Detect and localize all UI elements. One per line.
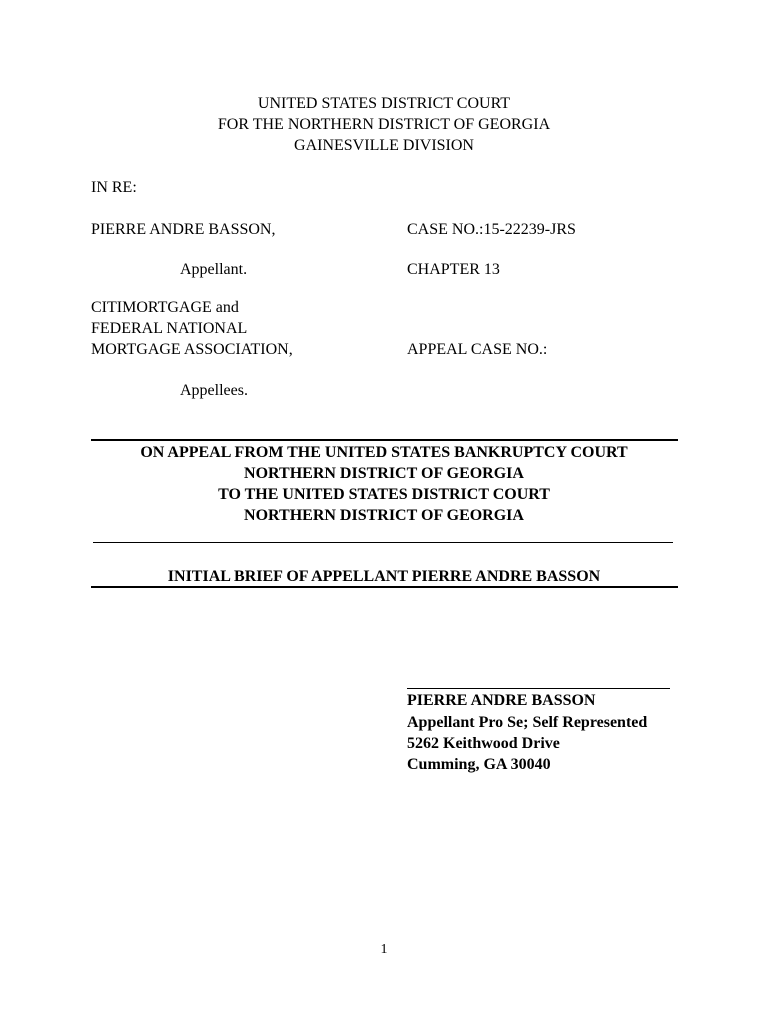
appeal-heading-line-1: ON APPEAL FROM THE UNITED STATES BANKRUPTCY COURT — [140, 444, 628, 461]
page-number: 1 — [380, 942, 388, 957]
appellant-name: PIERRE ANDRE BASSON, — [91, 221, 276, 238]
appellees-line-3: MORTGAGE ASSOCIATION, — [91, 341, 293, 358]
appeal-heading-line-3: TO THE UNITED STATES DISTRICT COURT — [218, 486, 550, 503]
appeal-heading-line-2: NORTHERN DISTRICT OF GEORGIA — [244, 465, 524, 482]
appellees-line-1: CITIMORTGAGE and — [91, 299, 239, 316]
appeal-heading-line-4: NORTHERN DISTRICT OF GEORGIA — [244, 507, 524, 524]
brief-title-rule — [91, 586, 678, 588]
signer-capacity: Appellant Pro Se; Self Represented — [407, 714, 648, 731]
appellant-role: Appellant. — [180, 261, 248, 278]
signature-line — [407, 688, 670, 689]
in-re-label: IN RE: — [91, 179, 137, 196]
chapter: CHAPTER 13 — [407, 261, 500, 278]
appeal-case-number: APPEAL CASE NO.: — [407, 341, 548, 358]
appellees-line-2: FEDERAL NATIONAL — [91, 320, 248, 337]
brief-title: INITIAL BRIEF OF APPELLANT PIERRE ANDRE BASSON — [167, 568, 601, 585]
appeal-top-rule — [91, 439, 678, 441]
signer-address-line-2: Cumming, GA 30040 — [407, 756, 551, 773]
court-division: GAINESVILLE DIVISION — [294, 137, 474, 154]
signer-address-line-1: 5262 Keithwood Drive — [407, 735, 560, 752]
court-district: FOR THE NORTHERN DISTRICT OF GEORGIA — [217, 116, 551, 133]
appellees-role: Appellees. — [180, 382, 248, 399]
case-number: CASE NO.:15-22239-JRS — [407, 221, 576, 238]
signer-name: PIERRE ANDRE BASSON — [407, 692, 596, 709]
appeal-bottom-rule — [93, 542, 673, 543]
court-name: UNITED STATES DISTRICT COURT — [257, 95, 511, 112]
